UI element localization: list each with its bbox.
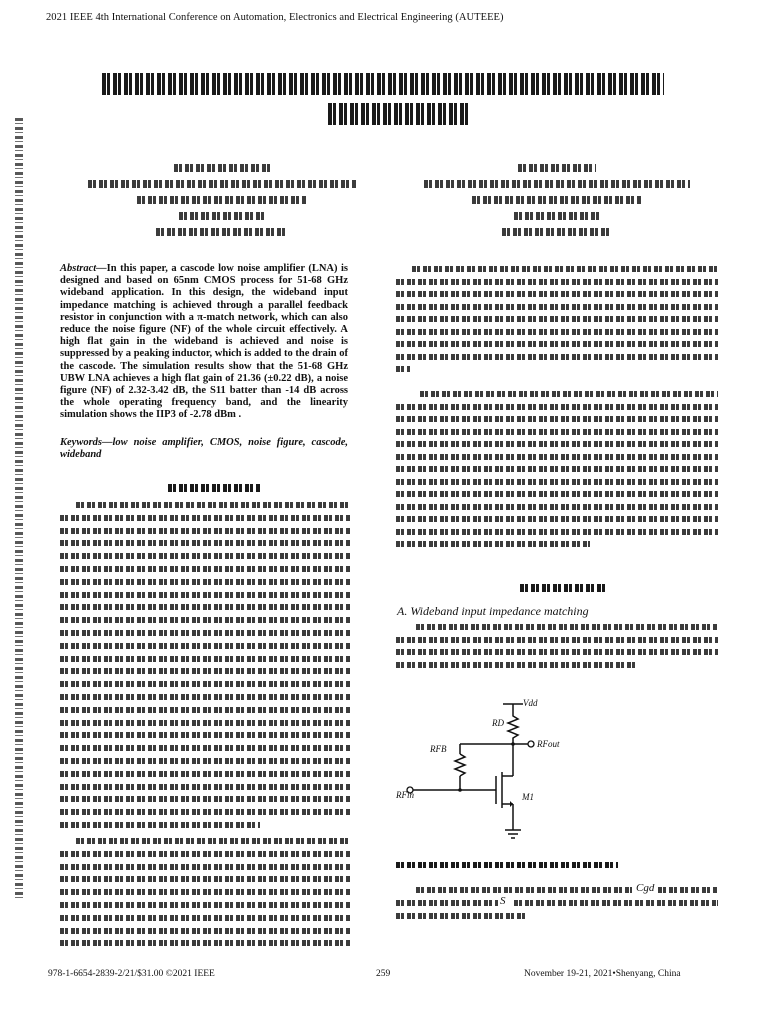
garbled-text-line	[60, 745, 350, 751]
garbled-text-line	[420, 391, 718, 397]
garbled-text-line	[76, 502, 350, 508]
garbled-text-line	[396, 541, 590, 547]
author-affil-right-4	[502, 228, 612, 236]
garbled-text-line	[60, 876, 350, 882]
garbled-text-line	[60, 668, 350, 674]
keywords-lead: Keywords—	[60, 437, 113, 448]
subsection-a-heading: A. Wideband input impedance matching	[397, 604, 589, 618]
garbled-text-line	[396, 491, 718, 497]
garbled-text-line	[60, 515, 350, 521]
garbled-text-line	[60, 758, 350, 764]
garbled-text-line	[60, 771, 350, 777]
garbled-text-line	[60, 809, 350, 815]
garbled-text-line	[60, 864, 350, 870]
m1-label: M1	[522, 792, 534, 802]
garbled-text-line	[396, 329, 718, 335]
garbled-text-line	[396, 304, 718, 310]
paper-title-line-2	[328, 103, 468, 125]
author-affil-left-3	[179, 212, 265, 220]
garbled-text-line	[60, 928, 350, 934]
rfb-label: RFB	[430, 744, 447, 754]
garbled-text-line	[60, 566, 350, 572]
vdd-label: Vdd	[523, 698, 538, 708]
abstract-body: In this paper, a cascode low noise amplifier (LNA) is designed and based on 65nm CMOS process for 51-68 GHz wideband application. In this design, the wideband input impedance matching is achieved through a parallel feedback resistor in conjunction with a π-match network, which can also reduce the noise figure (NF) of the whole circuit effectively. A high flat gain in the wideband is achieved and noise is suppressed by a peaking inductor, which is added to the drain of the cascode. The simulation results show that the 51-68 GHz UBW LNA achieves a high flat gain of 21.36 (±0.22 dB), a noise figure (NF) of 2.32-3.42 dB, the S11 batter than -14 dB across the whole operating frequency band, and the linearity simulation shows the IIP3 of -2.78 dBm .	[60, 263, 348, 421]
garbled-text-line	[60, 540, 350, 546]
author-affil-left-4	[156, 228, 288, 236]
garbled-text-line	[396, 404, 718, 410]
author-affil-right-1	[424, 180, 690, 188]
keywords-body: low noise amplifier, CMOS, noise figure, cascode, wideband	[60, 437, 348, 461]
garbled-text-line	[60, 915, 350, 921]
garbled-text-line	[396, 516, 718, 522]
title-line-1	[102, 73, 664, 95]
cascode-input-circuit	[396, 690, 600, 860]
title-line-2	[328, 103, 468, 125]
garbled-text-line	[396, 291, 718, 297]
rfb-resistor	[455, 754, 465, 776]
garbled-text-line	[60, 796, 350, 802]
footer-isbn: 978-1-6654-2839-2/21/$31.00 ©2021 IEEE	[48, 969, 215, 979]
scan-artifact-bar	[15, 118, 23, 900]
garbled-text-line	[60, 720, 350, 726]
garbled-text-line	[60, 579, 350, 585]
garbled-text-line	[396, 279, 718, 285]
post-figure-paragraph	[396, 884, 718, 924]
footer-date-place: November 19-21, 2021•Shenyang, China	[524, 969, 681, 979]
garbled-text-line	[396, 429, 718, 435]
garbled-text-line	[60, 630, 350, 636]
garbled-text-line	[60, 643, 350, 649]
garbled-text-line	[60, 681, 350, 687]
garbled-text-line	[60, 851, 350, 857]
author-name-left	[174, 164, 270, 172]
garbled-text-line	[396, 479, 718, 485]
garbled-text-line	[60, 707, 350, 713]
page-number: 259	[376, 969, 391, 979]
garbled-text-line	[60, 940, 350, 946]
abstract	[60, 263, 348, 422]
garbled-text-line	[396, 416, 718, 422]
garbled-text-line	[396, 366, 410, 372]
garbled-text-line	[60, 902, 350, 908]
section-ii-heading	[520, 584, 606, 592]
rfin-label: RFin	[396, 790, 414, 800]
rfout-terminal	[528, 741, 534, 747]
garbled-text-line	[396, 454, 718, 460]
keywords	[60, 437, 348, 461]
s-symbol: S	[500, 895, 506, 907]
garbled-text-line	[396, 341, 718, 347]
garbled-text-line	[60, 732, 350, 738]
garbled-text-line	[60, 822, 260, 828]
garbled-text-line	[396, 466, 718, 472]
rfout-label: RFout	[537, 739, 560, 749]
garbled-text-line	[60, 617, 350, 623]
garbled-text-line	[396, 354, 718, 360]
abstract-lead: Abstract—	[60, 263, 107, 274]
gate-node-dot	[458, 788, 462, 792]
garbled-text-line	[60, 604, 350, 610]
author-affil-right-2	[472, 196, 642, 204]
garbled-text-line	[60, 784, 350, 790]
garbled-text-line	[76, 838, 350, 844]
garbled-text-line	[60, 656, 350, 662]
garbled-text-line	[396, 637, 718, 643]
figure-caption	[396, 862, 618, 868]
garbled-text-line	[60, 889, 350, 895]
drain-node-dot	[511, 742, 515, 746]
paper-title	[102, 73, 664, 95]
garbled-text-line	[396, 529, 718, 535]
garbled-text-line	[60, 528, 350, 534]
garbled-text-line	[396, 316, 718, 322]
author-affil-right-3	[514, 212, 600, 220]
cgd-symbol: Cgd	[636, 882, 655, 894]
author-name-right	[518, 164, 596, 172]
garbled-text-line	[416, 624, 718, 630]
garbled-text-line	[60, 592, 350, 598]
garbled-text-line	[396, 504, 718, 510]
author-affil-left-2	[137, 196, 307, 204]
garbled-text-line	[412, 266, 718, 272]
rd-resistor	[508, 712, 518, 744]
garbled-text-line	[396, 662, 636, 668]
garbled-text-line	[60, 694, 350, 700]
conference-header: 2021 IEEE 4th International Conference on Automation, Electronics and Electrical Engineering (AUTEEE)	[46, 12, 504, 23]
garbled-text-line	[396, 441, 718, 447]
author-block-right	[424, 164, 690, 244]
garbled-text-line	[60, 553, 350, 559]
garbled-text-line	[396, 649, 718, 655]
author-block-left	[88, 164, 356, 244]
circuit-figure	[396, 690, 600, 865]
section-i-heading	[168, 484, 260, 492]
rd-label: RD	[492, 718, 504, 728]
author-affil-left-1	[88, 180, 356, 188]
